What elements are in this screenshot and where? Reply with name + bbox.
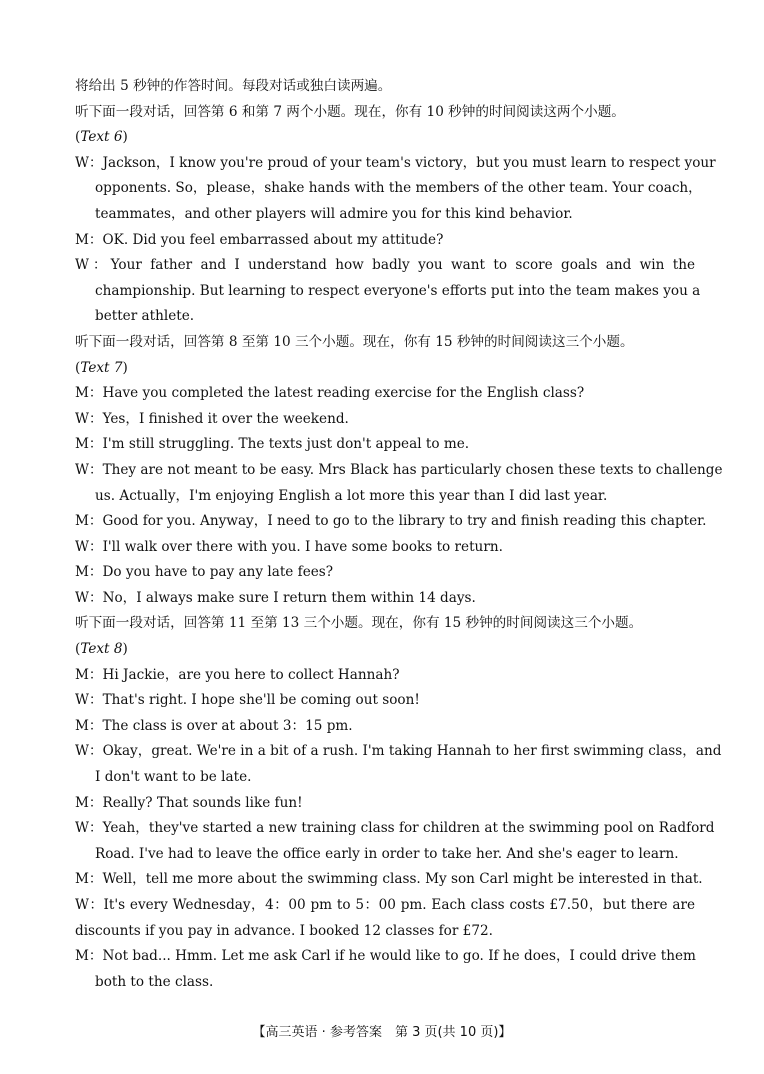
transcript-line: M：Good for you. Anyway，I need to go to the library to try and finish reading this chapter. [75,513,707,530]
transcript-line: 将给出 5 秒钟的作答时间。每段对话或独白读两遍。 [75,78,392,94]
transcript-line: discounts if you pay in advance. I booked 12 classes for £72. [75,922,493,939]
transcript-line: us. Actually，I'm enjoying English a lot more this year than I did last year. [95,487,608,504]
transcript-line: Road. I've had to leave the office early in order to take her. And she's eager to learn. [95,845,679,862]
transcript-line: I don't want to be late. [95,769,252,786]
transcript-line: M：Really? That sounds like fun! [75,794,303,811]
transcript-line: M：Well，tell me more about the swimming class. My son Carl might be interested in that. [75,871,703,888]
transcript-line: W：Okay，great. We're in a bit of a rush. I'm taking Hannah to her first swimming class，and [75,743,722,760]
transcript-line: M：OK. Did you feel embarrassed about my attitude? [75,231,444,248]
transcript-line: teammates，and other players will admire you for this kind behavior. [95,205,573,222]
transcript-line: 听下面一段对话，回答第 11 至第 13 三个小题。现在，你有 15 秒钟的时间阅读这三个小题。 [75,615,643,632]
transcript-line: W：Yes，I finished it over the weekend. [75,410,349,427]
transcript-line: W：Yeah，they've started a new training class for children at the swimming pool on Radford [75,820,715,837]
transcript-line: W：I'll walk over there with you. I have some books to return. [75,538,503,555]
text-section-label: (Text 8) [75,641,128,658]
transcript-line: M：I'm still struggling. The texts just don't appeal to me. [75,436,470,453]
transcript-line: W：That's right. I hope she'll be coming out soon! [75,692,420,709]
transcript-line: 听下面一段对话，回答第 6 和第 7 两个小题。现在，你有 10 秒钟的时间阅读这两个小题。 [75,103,625,120]
page-footer: 【高三英语 · 参考答案 第 3 页(共 10 页)】 [252,1025,512,1040]
transcript-line: better athlete. [95,308,195,325]
transcript-line: W：No，I always make sure I return them within 14 days. [75,589,476,606]
transcript-line: M：Do you have to pay any late fees? [75,564,334,581]
transcript-line: M：Hi Jackie，are you here to collect Hannah? [75,666,400,683]
transcript-line: W：Your father and I understand how badly you want to score goals and win the [75,257,695,274]
transcript-line: opponents. So，please，shake hands with the members of the other team. Your coach， [95,180,702,197]
transcript-line: M：The class is over at about 3：15 pm. [75,717,353,734]
text-section-label: (Text 7) [75,359,128,376]
transcript-line: both to the class. [95,973,214,990]
transcript-line: 听下面一段对话，回答第 8 至第 10 三个小题。现在，你有 15 秒钟的时间阅读这三个小题。 [75,333,634,350]
text-section-label: (Text 6) [75,129,128,146]
transcript-line: M：Not bad... Hmm. Let me ask Carl if he would like to go. If he does，I could drive them [75,948,696,965]
transcript-line: M：Have you completed the latest reading exercise for the English class? [75,385,585,402]
transcript-line: W：It's every Wednesday，4：00 pm to 5：00 pm. Each class costs £7.50，but there are [75,897,695,913]
transcript-line: championship. But learning to respect everyone's efforts put into the team makes you a [95,282,701,299]
transcript-line: W：They are not meant to be easy. Mrs Black has particularly chosen these texts to challenge [75,461,723,478]
transcript-line: W：Jackson，I know you're proud of your team's victory，but you must learn to respect your [75,154,716,171]
transcript-body [75,74,723,995]
